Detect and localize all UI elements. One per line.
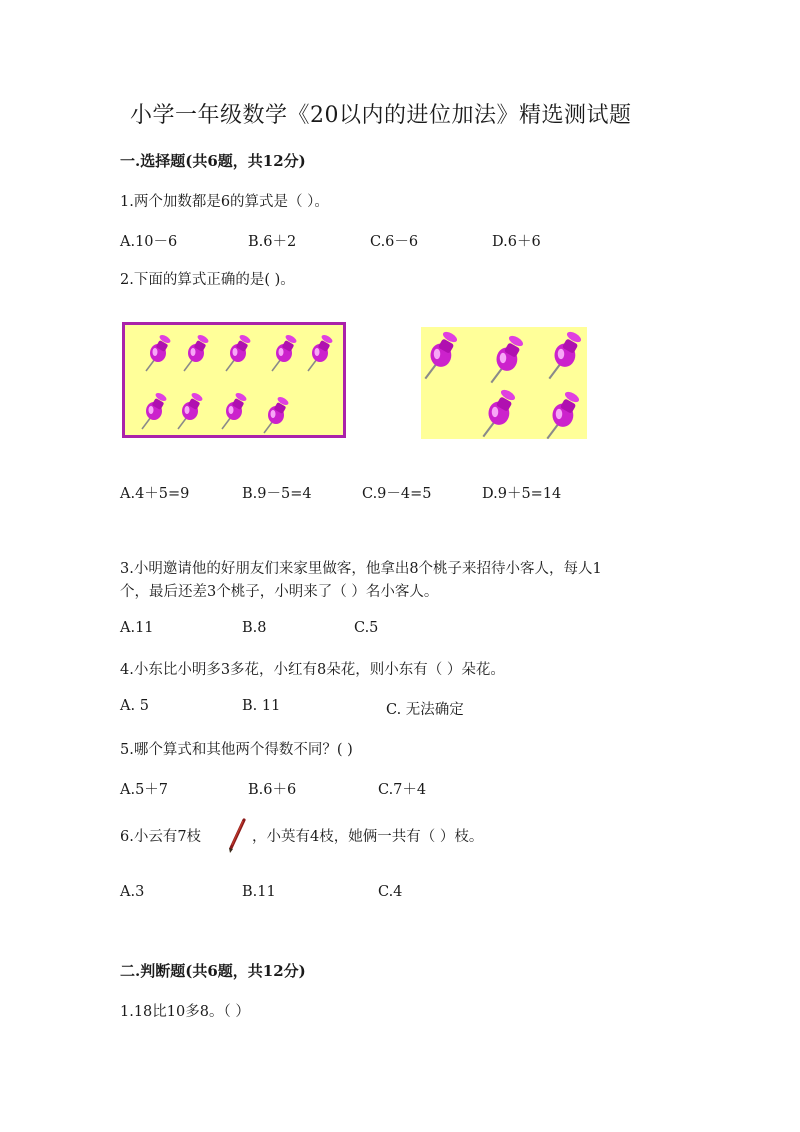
pencil-icon bbox=[226, 818, 248, 858]
pushpin-icon bbox=[184, 333, 210, 371]
pushpin-icon bbox=[142, 391, 168, 429]
q4-option-b: B. 11 bbox=[242, 698, 281, 714]
q5-option-b: B.6＋6 bbox=[248, 782, 297, 798]
right-pins bbox=[421, 327, 587, 439]
q1-option-b: B.6＋2 bbox=[248, 234, 297, 250]
q1-option-c: C.6－6 bbox=[370, 234, 419, 250]
pushpin-icon bbox=[308, 333, 334, 371]
question-3-line-2: 个，最后还差3个桃子，小明来了（ ）名小客人。 bbox=[120, 584, 439, 600]
pushpin-icon bbox=[549, 330, 582, 379]
pushpin-icon bbox=[483, 388, 516, 437]
question-1: 1.两个加数都是6的算式是（ ）。 bbox=[120, 194, 329, 210]
pushpin-icon bbox=[226, 333, 252, 371]
question-6-text-before: 6.小云有7枝 bbox=[120, 829, 202, 845]
question-5: 5.哪个算式和其他两个得数不同？( ) bbox=[120, 742, 353, 758]
pushpin-icon bbox=[272, 333, 298, 371]
pushpin-icon bbox=[425, 330, 458, 379]
q2-option-a: A.4＋5=9 bbox=[120, 486, 190, 502]
pushpin-icon bbox=[178, 391, 204, 429]
q4-option-a: A. 5 bbox=[120, 698, 149, 714]
section-heading-judge: 二.判断题(共6题，共12分) bbox=[120, 962, 306, 980]
question-2: 2.下面的算式正确的是( )。 bbox=[120, 272, 295, 288]
pushpin-icon bbox=[264, 395, 290, 433]
page-title: 小学一年级数学《20以内的进位加法》精选测试题 bbox=[130, 103, 632, 128]
q2-option-c: C.9－4=5 bbox=[362, 486, 432, 502]
q6-option-c: C.4 bbox=[378, 884, 403, 900]
judge-question-1: 1.18比10多8。（ ） bbox=[120, 1004, 250, 1020]
right-pin-box bbox=[421, 327, 587, 439]
q5-option-c: C.7＋4 bbox=[378, 782, 427, 798]
q6-option-a: A.3 bbox=[120, 884, 145, 900]
q6-option-b: B.11 bbox=[242, 884, 276, 900]
q3-option-b: B.8 bbox=[242, 620, 267, 636]
question-6-text-after: ，小英有4枝，她俩一共有（ ）枝。 bbox=[252, 829, 484, 845]
left-pins bbox=[125, 325, 343, 435]
pushpin-icon bbox=[547, 390, 580, 439]
q1-option-d: D.6＋6 bbox=[492, 234, 541, 250]
q2-option-d: D.9＋5=14 bbox=[482, 486, 562, 502]
section-heading-choice: 一.选择题(共6题，共12分) bbox=[120, 152, 306, 170]
question-4: 4.小东比小明多3多花，小红有8朵花，则小东有（ ）朵花。 bbox=[120, 662, 505, 678]
q3-option-a: A.11 bbox=[120, 620, 154, 636]
q3-option-c: C.5 bbox=[354, 620, 379, 636]
pushpin-icon bbox=[146, 333, 172, 371]
q2-option-b: B.9－5=4 bbox=[242, 486, 312, 502]
q4-option-c: C. 无法确定 bbox=[386, 702, 464, 718]
q5-option-a: A.5＋7 bbox=[120, 782, 169, 798]
pushpin-icon bbox=[491, 334, 524, 383]
left-pin-box bbox=[122, 322, 346, 438]
q1-option-a: A.10－6 bbox=[120, 234, 178, 250]
pushpin-icon bbox=[222, 391, 248, 429]
question-3-line-1: 3.小明邀请他的好朋友们来家里做客，他拿出8个桃子来招待小客人，每人1 bbox=[120, 561, 602, 577]
